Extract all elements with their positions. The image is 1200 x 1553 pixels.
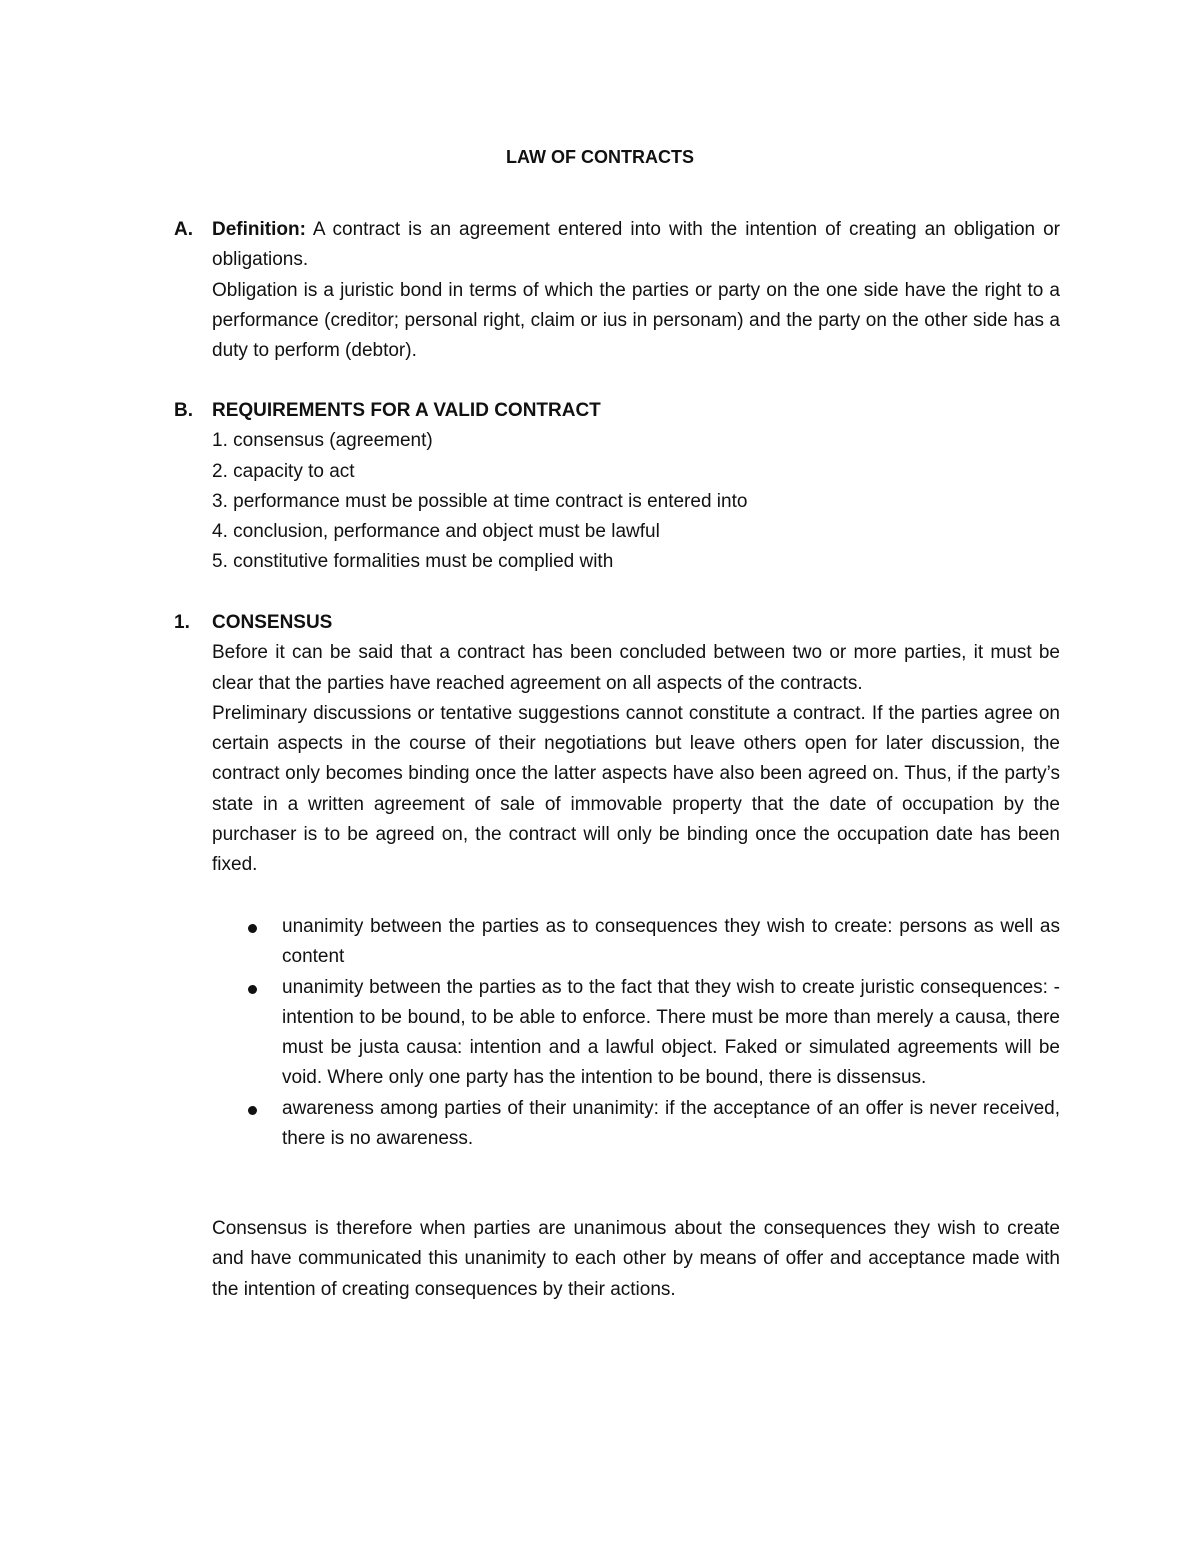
bullet-icon [248, 1106, 257, 1115]
section-b-body [212, 396, 1060, 578]
section-requirements [174, 396, 1060, 578]
requirement-item: 4. conclusion, performance and object must be lawful [212, 521, 660, 543]
consensus-bullet-list [245, 912, 1060, 1154]
bullet-icon [248, 924, 257, 933]
definition-paragraph [212, 215, 1060, 276]
bullet-text: unanimity between the parties as to consequences they wish to create: persons as well as content [282, 916, 1060, 968]
requirement-item: 5. constitutive formalities must be complied with [212, 551, 614, 573]
section-1-marker: 1. [174, 612, 190, 633]
consensus-heading: CONSENSUS [212, 612, 333, 633]
section-1-body [212, 608, 1060, 881]
consensus-closing-paragraph: Consensus is therefore when parties are unanimous about the consequences they wish to create and have communicated this unanimity to each other by means of offer and acceptance made with the intention of creating consequences by their actions. [212, 1218, 1060, 1300]
bullet-text: awareness among parties of their unanimity: if the acceptance of an offer is never received, there is no awareness. [282, 1097, 1060, 1150]
section-a-body [212, 215, 1060, 366]
definition-text: A contract is an agreement entered into with the intention of creating an obligation or obligations. [212, 219, 1060, 271]
bullet-icon [248, 985, 257, 994]
bullet-text: unanimity between the parties as to the fact that they wish to create juristic consequences: - intention to be bound, to be able to enforce. There must be more than merely a causa, there must be justa causa: intention and a lawful object. Faked or simulated agreements will be void. Where only one party has the intention to be bound, there is dissensus. [282, 976, 1060, 1089]
section-a-marker: A. [174, 219, 193, 240]
section-definition [174, 215, 1060, 366]
obligation-paragraph: Obligation is a juristic bond in terms of which the parties or party on the one side have the right to a performance (creditor; personal right, claim or ius in personam) and the party on the other side has a duty to perform (debtor). [212, 279, 1060, 362]
list-item [245, 973, 1060, 1094]
requirement-item: 2. capacity to act [212, 460, 355, 482]
list-item [245, 1094, 1060, 1155]
consensus-paragraph: Before it can be said that a contract has been concluded between two or more parties, it must be clear that the parties have reached agreement on all aspects of the contracts. [212, 642, 1060, 694]
section-b-marker: B. [174, 400, 193, 421]
requirement-item: 3. performance must be possible at time contract is entered into [212, 490, 748, 512]
document-title: LAW OF CONTRACTS [506, 147, 694, 167]
section-consensus [174, 608, 1060, 881]
requirement-item: 1. consensus (agreement) [212, 430, 433, 452]
consensus-paragraph: Preliminary discussions or tentative suggestions cannot constitute a contract. If the parties agree on certain aspects in the course of their negotiations but leave others open for later discussion, the contract only becomes binding once the latter aspects have also been agreed on. Thus, if the party’s state in a written agreement of sale of immovable property that the date of occupation by the purchaser is to be agreed on, the contract will only be binding once the occupation date has been fixed. [212, 702, 1060, 876]
requirements-heading: REQUIREMENTS FOR A VALID CONTRACT [212, 400, 601, 421]
definition-label: Definition: [212, 219, 306, 240]
list-item [245, 912, 1060, 973]
